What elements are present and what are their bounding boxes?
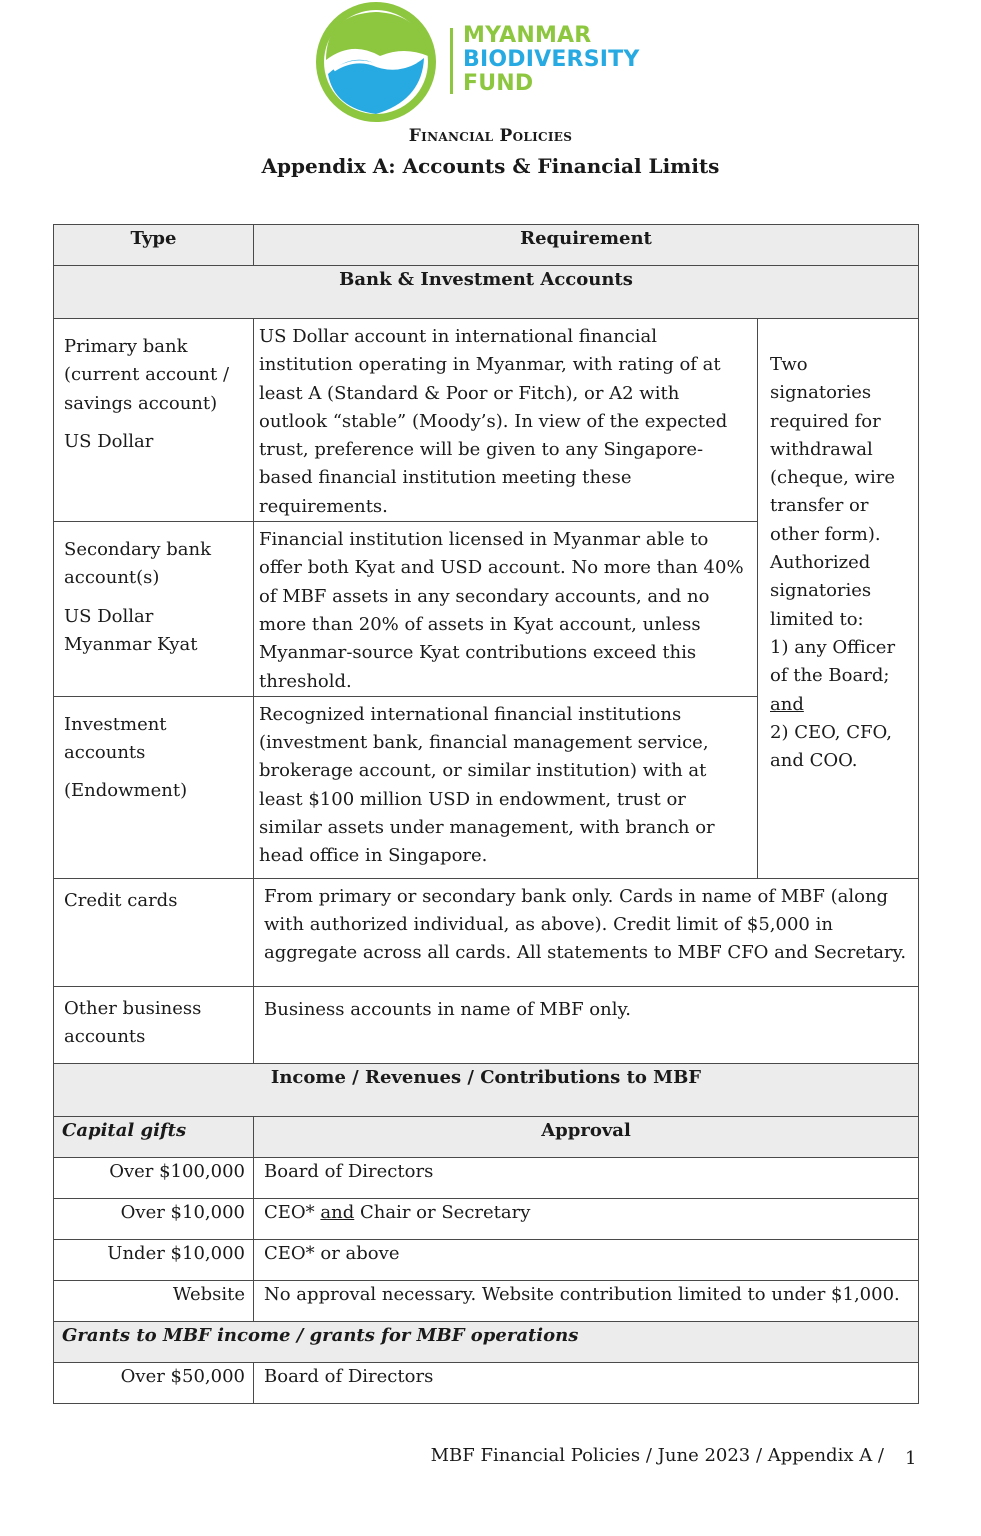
- document-title: Appendix A: Accounts & Financial Limits: [261, 154, 720, 178]
- grants-heading: Grants to MBF income / grants for MBF operations: [54, 1321, 919, 1362]
- table-row: [54, 1280, 919, 1321]
- col-requirement-header: Requirement: [254, 225, 919, 266]
- section-income-heading: Income / Revenues / Contributions to MBF: [54, 1063, 919, 1116]
- approval-heading: Approval: [254, 1116, 919, 1157]
- type-secondary-name: Secondary bank account(s): [64, 539, 211, 589]
- gift-approval-ceo: CEO*: [264, 1201, 315, 1223]
- grant-limit: Over $50,000: [54, 1362, 254, 1403]
- gift-approval: No approval necessary. Website contribution limited to under $1,000.: [254, 1280, 919, 1321]
- type-investment: [54, 696, 254, 878]
- table-row: [54, 1362, 919, 1403]
- type-primary-currency: US Dollar: [64, 430, 154, 452]
- signatories-officer: 1) any Officer of the Board;: [770, 636, 896, 687]
- gift-limit: Over $10,000: [54, 1198, 254, 1239]
- table-row: [54, 1157, 919, 1198]
- document-supertitle: Financial Policies: [408, 126, 573, 146]
- grant-approval: Board of Directors: [254, 1362, 919, 1403]
- page-number: 1: [905, 1448, 917, 1469]
- requirement-primary: US Dollar account in international financial institution operating in Myanmar, with rating of at least A (Standard & Poor or Fitch), or A2 with outlook “stable” (Moody’s). In view of the expected trust, preference will be given to any Singapore-based financial institution meeting these requirements.: [254, 319, 758, 522]
- table-row: [54, 1198, 919, 1239]
- logo-wordmark: [463, 24, 639, 96]
- table-row-other: [54, 986, 919, 1063]
- table-header-row: [54, 225, 919, 266]
- logo-divider: [450, 28, 453, 94]
- type-investment-name: Investment accounts: [64, 713, 167, 764]
- type-primary-name: Primary bank (current account / savings account): [64, 336, 230, 414]
- signatories-text: Two signatories required for withdrawal (cheque, wire transfer or other form). Authorized signatories limited to:: [770, 354, 895, 630]
- signatories-executives: 2) CEO, CFO, and COO.: [770, 721, 892, 772]
- gift-limit: Over $100,000: [54, 1157, 254, 1198]
- table-row-credit: [54, 878, 919, 986]
- col-type-header: Type: [54, 225, 254, 266]
- page-footer: MBF Financial Policies / June 2023 / Appendix A /: [430, 1445, 884, 1466]
- gift-approval: [254, 1198, 919, 1239]
- section-bank-heading: Bank & Investment Accounts: [54, 266, 919, 319]
- type-credit: Credit cards: [54, 878, 254, 986]
- type-other: Other business accounts: [54, 986, 254, 1063]
- gift-approval: Board of Directors: [254, 1157, 919, 1198]
- type-primary: [54, 319, 254, 522]
- logo-line-fund: FUND: [463, 71, 534, 96]
- section-row-income: [54, 1063, 919, 1116]
- table-row-primary: [54, 319, 919, 522]
- logo-line-biodiversity: BIODIVERSITY: [463, 47, 640, 72]
- capital-gifts-heading: Capital gifts: [54, 1116, 254, 1157]
- gift-approval: CEO* or above: [254, 1239, 919, 1280]
- document-header: [0, 126, 981, 178]
- gift-limit: Website: [54, 1280, 254, 1321]
- section-row-bank: [54, 266, 919, 319]
- gift-limit: Under $10,000: [54, 1239, 254, 1280]
- type-secondary: [54, 522, 254, 697]
- gift-approval-chair: Chair or Secretary: [360, 1201, 531, 1223]
- type-investment-endowment: (Endowment): [64, 780, 188, 802]
- signatories-cell: [758, 319, 919, 879]
- logo-line-myanmar: MYANMAR: [463, 23, 592, 48]
- financial-limits-table: [53, 224, 919, 1404]
- requirement-credit: From primary or secondary bank only. Cards in name of MBF (along with authorized individual, as above). Credit limit of $5,000 in aggregate across all cards. All statements to MBF CFO and Secretary.: [254, 878, 919, 986]
- requirement-secondary: Financial institution licensed in Myanmar able to offer both Kyat and USD account. No more than 40% of MBF assets in any secondary accounts, and no more than 20% of assets in Kyat account, unless Myanmar-source Kyat contributions exceed this threshold.: [254, 522, 758, 697]
- requirement-investment: Recognized international financial institutions (investment bank, financial management service, brokerage account, or similar institution) with at least $100 million USD in endowment, trust or similar assets under management, with branch or head office in Singapore.: [254, 696, 758, 878]
- gift-approval-and: and: [320, 1201, 355, 1223]
- table-row: [54, 1239, 919, 1280]
- requirement-other: Business accounts in name of MBF only.: [254, 986, 919, 1063]
- capital-gifts-header-row: [54, 1116, 919, 1157]
- signatories-and: and: [770, 693, 804, 715]
- type-secondary-kyat: Myanmar Kyat: [64, 633, 198, 655]
- grants-header-row: [54, 1321, 919, 1362]
- type-secondary-usd: US Dollar: [64, 605, 154, 627]
